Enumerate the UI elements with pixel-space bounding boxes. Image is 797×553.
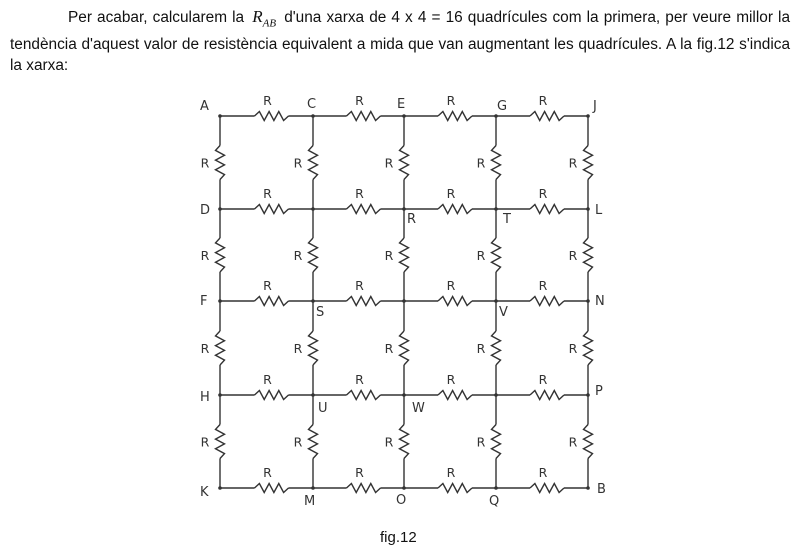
resistor-label: R: [446, 93, 456, 108]
node-dot: [494, 299, 498, 303]
node-label-l: L: [595, 203, 603, 218]
node-label-p: P: [595, 384, 603, 399]
resistor-label: R: [293, 155, 303, 171]
resistor-h: [255, 484, 289, 493]
node-label-j: J: [593, 99, 597, 114]
resistor-h: [530, 205, 564, 214]
resistor-label: R: [263, 465, 272, 480]
node-dot: [402, 114, 406, 118]
node-dot: [311, 393, 315, 397]
node-dot: [586, 486, 590, 490]
resistor-label: R: [384, 341, 394, 356]
math-ab-subscript: AB: [262, 17, 277, 30]
node-label-u: U: [318, 401, 328, 416]
resistor-label: R: [263, 278, 272, 293]
resistor-v: [216, 331, 225, 365]
resistor-label: R: [200, 155, 210, 171]
resistor-label: R: [263, 186, 272, 201]
resistor-label: R: [384, 248, 394, 263]
resistor-v: [584, 238, 593, 272]
node-label-h: H: [200, 390, 210, 405]
resistor-label: R: [538, 278, 548, 293]
node-label-f: F: [200, 294, 208, 309]
node-dot: [311, 299, 315, 303]
resistor-h: [347, 297, 381, 306]
resistor-h: [255, 391, 289, 400]
resistor-h: [438, 391, 472, 400]
resistor-label: R: [446, 465, 456, 480]
resistor-v: [216, 238, 225, 272]
resistor-v: [400, 146, 409, 180]
resistor-label: R: [568, 341, 578, 356]
node-dot: [586, 114, 590, 118]
resistor-h: [438, 297, 472, 306]
resistor-label: R: [568, 434, 578, 450]
resistor-label: R: [384, 434, 394, 450]
node-label-v: V: [499, 305, 508, 320]
node-dot: [586, 207, 590, 211]
resistor-v: [584, 425, 593, 459]
resistor-h: [347, 484, 381, 493]
resistor-label: R: [538, 465, 548, 480]
resistor-v: [492, 146, 501, 180]
resistor-v: [309, 331, 318, 365]
resistor-h: [255, 112, 289, 121]
resistor-label: R: [476, 155, 486, 171]
resistor-v: [309, 146, 318, 180]
node-label-t: T: [503, 212, 511, 227]
node-dot: [402, 207, 406, 211]
node-label-r: R: [407, 212, 417, 227]
resistor-label: R: [476, 248, 486, 263]
resistor-v: [400, 425, 409, 459]
resistor-label: R: [568, 248, 578, 263]
node-dot: [494, 207, 498, 211]
resistor-h: [530, 297, 564, 306]
resistor-label: R: [568, 155, 578, 171]
node-dot: [402, 393, 406, 397]
node-label-g: G: [497, 99, 508, 114]
node-label-q: Q: [489, 494, 500, 509]
resistor-h: [347, 205, 381, 214]
node-dots: [218, 114, 590, 490]
resistor-label: R: [384, 155, 394, 171]
resistor-h: [530, 112, 564, 121]
node-label-s: S: [316, 305, 325, 320]
resistor-v: [492, 331, 501, 365]
node-dot: [402, 299, 406, 303]
resistor-label: R: [355, 186, 364, 201]
resistor-h: [530, 391, 564, 400]
node-dot: [494, 393, 498, 397]
resistor-label: R: [293, 248, 303, 263]
resistor-h: [347, 112, 381, 121]
node-dot: [586, 393, 590, 397]
resistor-label: R: [476, 341, 486, 356]
node-dot: [218, 393, 222, 397]
node-dot: [311, 207, 315, 211]
resistor-h: [530, 484, 564, 493]
resistor-h: [438, 112, 472, 121]
resistor-v: [309, 238, 318, 272]
resistor-label: R: [200, 434, 210, 450]
node-label-o: O: [396, 493, 407, 508]
resistor-label: R: [293, 341, 303, 356]
resistor-label: R: [355, 278, 364, 293]
resistor-label: R: [446, 186, 456, 201]
resistor-v: [216, 146, 225, 180]
resistor-h: [438, 205, 472, 214]
resistor-label: R: [538, 372, 548, 387]
node-dot: [218, 207, 222, 211]
intro-text-end: d'una xarxa de 4 x 4 = 16 quadrícules com la primera, per veure millor la tendència d'aquest valor de resistència equivalent a mida que van augmentant les quadrícules. A la fig.12 s'indica la xarxa:: [10, 9, 791, 75]
resistor-label: R: [200, 248, 210, 263]
resistor-label: R: [538, 186, 548, 201]
node-dot: [311, 114, 315, 118]
node-label-d: D: [200, 203, 211, 218]
resistor-v: [584, 146, 593, 180]
resistor-label: R: [355, 93, 364, 108]
resistor-v: [216, 425, 225, 459]
node-label-k: K: [200, 485, 209, 500]
resistor-v: [309, 425, 318, 459]
node-label-c: C: [307, 97, 317, 112]
node-label-a: A: [200, 99, 209, 114]
resistor-labels: [201, 93, 578, 480]
resistor-label: R: [263, 93, 272, 108]
resistor-label: R: [476, 434, 486, 450]
math-r: R: [252, 7, 263, 26]
node-dot: [586, 299, 590, 303]
node-label-n: N: [595, 294, 605, 309]
node-label-e: E: [397, 97, 406, 112]
node-label-b: B: [597, 482, 606, 497]
node-dot: [218, 299, 222, 303]
node-dot: [494, 114, 498, 118]
node-dot: [218, 114, 222, 118]
node-dot: [218, 486, 222, 490]
resistor-v: [400, 331, 409, 365]
resistor-v: [400, 238, 409, 272]
resistor-label: R: [446, 278, 456, 293]
resistor-v: [584, 331, 593, 365]
resistor-label: R: [263, 372, 272, 387]
resistor-label: R: [538, 93, 548, 108]
resistor-h: [438, 484, 472, 493]
resistor-label: R: [355, 465, 364, 480]
resistor-h: [347, 391, 381, 400]
node-dot: [311, 486, 315, 490]
resistor-label: R: [293, 434, 303, 450]
figure-caption: fig.12: [380, 529, 417, 546]
node-dot: [402, 486, 406, 490]
resistor-label: R: [446, 372, 456, 387]
resistor-v: [492, 238, 501, 272]
node-dot: [494, 486, 498, 490]
resistor-label: R: [355, 372, 364, 387]
resistor-h: [255, 205, 289, 214]
node-label-w: W: [412, 401, 425, 416]
resistor-v: [492, 425, 501, 459]
resistor-h: [255, 297, 289, 306]
resistor-label: R: [200, 341, 210, 356]
intro-text-start: Per acabar, calcularem la: [68, 9, 245, 26]
node-label-m: M: [304, 494, 316, 509]
